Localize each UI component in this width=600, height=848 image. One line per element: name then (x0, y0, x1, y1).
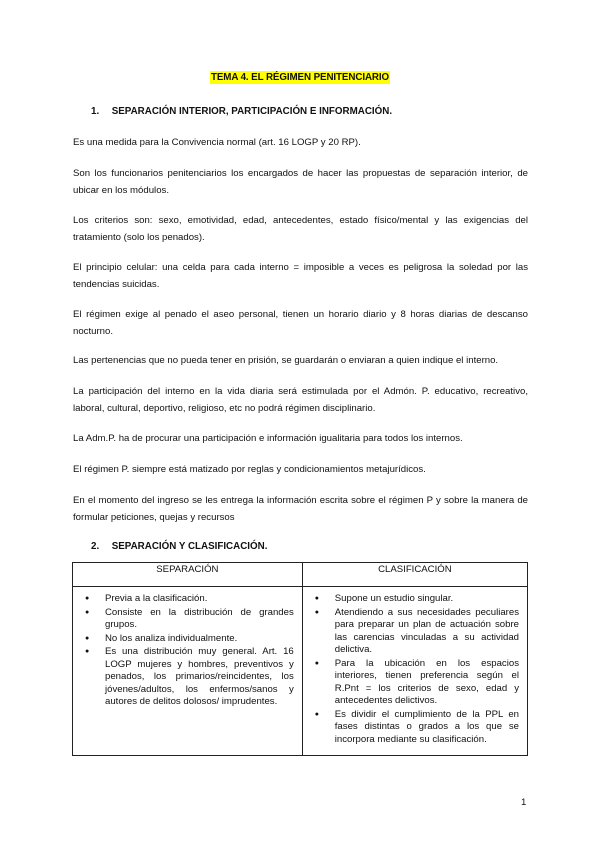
header-separacion: SEPARACIÓN (73, 563, 303, 587)
comparison-table (72, 562, 528, 756)
section-1-title: SEPARACIÓN INTERIOR, PARTICIPACIÓN E INFORMACIÓN. (111, 106, 393, 117)
paragraph: Es una medida para la Convivencia normal (art. 16 LOGP y 20 RP). (73, 137, 361, 148)
section-2-title: SEPARACIÓN Y CLASIFICACIÓN. (111, 541, 268, 552)
paragraph: Son los funcionarios penitenciarios los encargados de hacer las propuestas de separación interior, de ubicar en los módulos. (73, 168, 528, 196)
separacion-list (79, 593, 294, 709)
clasificacion-list (309, 593, 519, 746)
paragraph: El régimen exige al penado el aseo personal, tienen un horario diario y 8 horas diarias de descanso nocturno. (73, 309, 528, 337)
separacion-cell (73, 587, 303, 756)
list-item: ● Es una distribución muy general. Art. 16 LOGP mujeres y hombres, preventivos y penados, los primarios/reincidentes, los jóvenes/adultos, los enfermos/sanos y autores de delitos dolosos/ imprudentes. (105, 646, 294, 709)
paragraph: El régimen P. siempre está matizado por reglas y condicionamientos metajurídicos. (73, 464, 426, 475)
page-number: 1 (521, 797, 527, 808)
paragraph: En el momento del ingreso se les entrega la información escrita sobre el régimen P y sobre la manera de formular peticiones, quejas y recursos (73, 495, 528, 523)
section-2-number: 2. (91, 541, 100, 552)
list-item: ● Es dividir el cumplimiento de la PPL en fases distintas o grados a los que se incorpora mediante su clasificación. (335, 709, 519, 747)
list-item: ● No los analiza individualmente. (105, 633, 294, 646)
paragraph: Los criterios son: sexo, emotividad, edad, antecedentes, estado físico/mental y las exigencias del tratamiento (solo los penados). (73, 215, 528, 243)
header-clasificacion: CLASIFICACIÓN (302, 563, 527, 587)
section-2-heading (91, 541, 267, 552)
section-1-number: 1. (91, 106, 100, 117)
section-1-heading (91, 106, 392, 117)
paragraph: La participación del interno en la vida diaria será estimulada por el Admón. P. educativo, recreativo, laboral, cultural, deportivo, religioso, etc no podrá régimen disciplinario. (73, 386, 528, 414)
paragraph: El principio celular: una celda para cada interno = imposible a veces es peligrosa la soledad por las tendencias suicidas. (73, 262, 528, 290)
document-title: TEMA 4. EL RÉGIMEN PENITENCIARIO (210, 72, 390, 83)
list-item: ● Atendiendo a sus necesidades peculiares para preparar un plan de actuación sobre las carencias vinculadas a su actividad delictiva. (335, 607, 519, 657)
paragraph: La Adm.P. ha de procurar una participación e información igualitaria para todos los internos. (73, 433, 463, 444)
title-container (0, 72, 600, 83)
paragraph: Las pertenencias que no pueda tener en prisión, se guardarán o enviaran a quien indique el interno. (73, 355, 499, 366)
list-item: ● Supone un estudio singular. (335, 593, 519, 606)
list-item: ● Consiste en la distribución de grandes grupos. (105, 607, 294, 632)
list-item: ● Para la ubicación en los espacios interiores, tienen preferencia según el R.Pnt = los criterios de sexo, edad y antecedentes delictivos. (335, 658, 519, 708)
table-row (73, 587, 528, 756)
list-item: ● Previa a la clasificación. (105, 593, 294, 606)
clasificacion-cell (302, 587, 527, 756)
table-header-row (73, 563, 528, 587)
